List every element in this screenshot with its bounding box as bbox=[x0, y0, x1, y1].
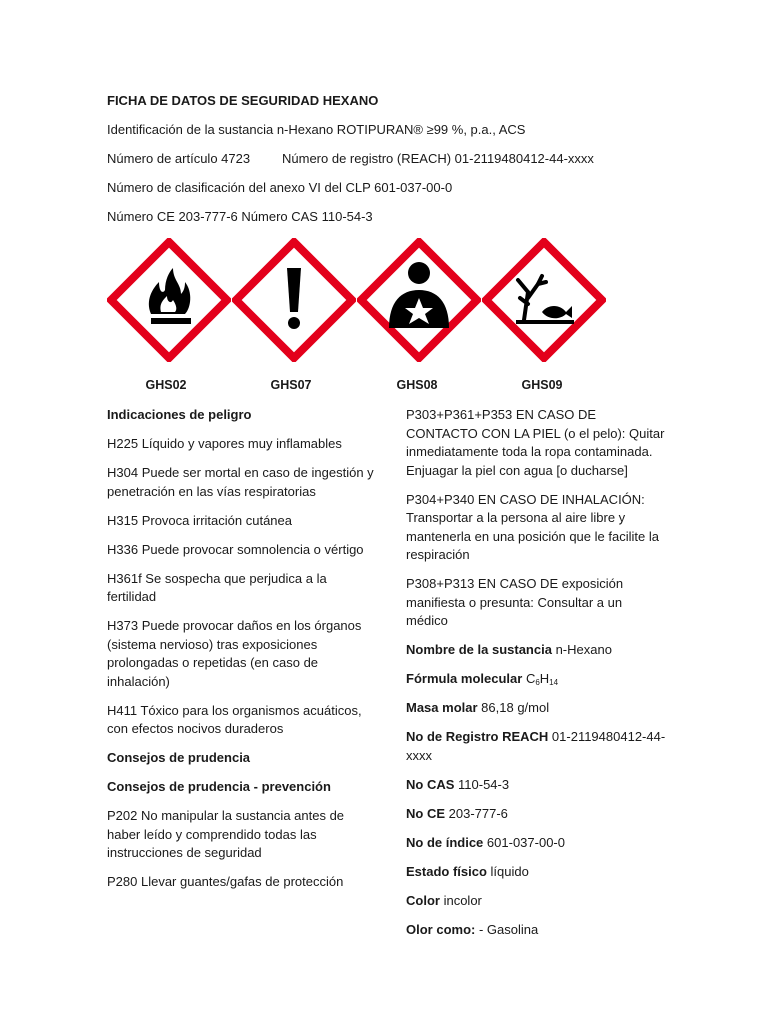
identification-line: Identificación de la sustancia n-Hexano ROTIPURAN® ≥99 %, p.a., ACS bbox=[107, 122, 526, 137]
pictogram-code: GHS08 bbox=[396, 378, 438, 392]
ce-cas-line: Número CE 203-777-6 Número CAS 110-54-3 bbox=[107, 209, 373, 224]
pictogram-code: GHS02 bbox=[145, 378, 187, 392]
hazard-statement: H411 Tóxico para los organismos acuáticos, con efectos nocivos duraderos bbox=[107, 702, 362, 736]
property-label: No de índice bbox=[406, 834, 484, 850]
property-label: Color bbox=[406, 892, 440, 908]
environment-icon bbox=[482, 238, 606, 362]
exclamation-icon bbox=[232, 238, 356, 362]
property-color bbox=[406, 892, 666, 911]
document-title: FICHA DE DATOS DE SEGURIDAD HEXANO bbox=[107, 93, 379, 108]
property-label: Masa molar bbox=[406, 700, 478, 715]
hazard-statement: H336 Puede provocar somnolencia o vértigo bbox=[107, 541, 364, 557]
hazard-statement: H361f Se sospecha que perjudica a la fertilidad bbox=[107, 570, 327, 604]
hazard-statement: H225 Líquido y vapores muy inflamables bbox=[107, 436, 342, 451]
response-statement: P303+P361+P353 EN CASO DE CONTACTO CON LA PIEL (o el pelo): Quitar inmediatamente toda la ropa contaminada. Enjuagar la piel con agua [o ducharse] bbox=[406, 407, 665, 478]
ghs-pictograms bbox=[107, 238, 607, 368]
property-odor bbox=[406, 921, 666, 940]
hazard-heading: Indicaciones de peligro bbox=[107, 407, 252, 422]
property-reach bbox=[406, 728, 666, 765]
hazard-statement: H304 Puede ser mortal en caso de ingestión y penetración en las vías respiratorias bbox=[107, 465, 374, 499]
property-cas bbox=[406, 776, 666, 795]
health-hazard-icon bbox=[357, 238, 481, 362]
property-value: n-Hexano bbox=[555, 642, 612, 657]
registration-number: Número de registro (REACH) 01-2119480412-44-xxxx bbox=[282, 151, 594, 166]
property-index bbox=[406, 834, 666, 853]
article-number: Número de artículo 4723 bbox=[107, 151, 251, 166]
property-value: $C_6H_{14}$ bbox=[525, 671, 559, 687]
property-value: 601-037-00-0 bbox=[486, 834, 565, 850]
annex-classification: Número de clasificación del anexo VI del CLP 601-037-00-0 bbox=[107, 180, 453, 195]
property-formula bbox=[406, 670, 666, 689]
property-value: - Gasolina bbox=[478, 921, 539, 937]
prudence-heading: Consejos de prudencia bbox=[107, 750, 251, 765]
property-molar-mass bbox=[406, 699, 666, 718]
property-ce bbox=[406, 805, 666, 824]
property-label: No CAS bbox=[406, 776, 455, 792]
prevention-statement: P202 No manipular la sustancia antes de haber leído y comprendido todas las instrucciones de seguridad bbox=[107, 808, 345, 860]
property-value: líquido bbox=[490, 863, 529, 879]
hazard-column bbox=[107, 406, 375, 902]
prevention-statement: P280 Llevar guantes/gafas de protección bbox=[107, 874, 344, 889]
property-name bbox=[406, 641, 666, 660]
property-label: Olor como: bbox=[406, 921, 476, 937]
property-label: No de Registro REACH bbox=[406, 729, 549, 744]
response-statement: P308+P313 EN CASO DE exposición manifiesta o presunta: Consultar a un médico bbox=[406, 576, 624, 628]
response-column bbox=[406, 406, 666, 950]
property-value: incolor bbox=[443, 892, 482, 908]
property-value: 01-2119480412-44-xxxx bbox=[406, 729, 666, 763]
flame-icon bbox=[107, 238, 231, 362]
property-state bbox=[406, 863, 666, 882]
hazard-statement: H373 Puede provocar daños en los órganos (sistema nervioso) tras exposiciones prolongadas o repetidas (en caso de inhalación) bbox=[107, 618, 362, 689]
property-label: Fórmula molecular bbox=[406, 671, 523, 686]
property-label: No CE bbox=[406, 805, 445, 821]
property-label: Estado físico bbox=[406, 863, 487, 879]
property-value: 203-777-6 bbox=[448, 805, 508, 821]
prevention-heading: Consejos de prudencia - prevención bbox=[107, 779, 331, 794]
hazard-statement: H315 Provoca irritación cutánea bbox=[107, 512, 292, 528]
property-value: 110-54-3 bbox=[458, 776, 510, 792]
pictogram-code: GHS07 bbox=[270, 378, 312, 392]
pictogram-code: GHS09 bbox=[521, 378, 563, 392]
response-statement: P304+P340 EN CASO DE INHALACIÓN: Transportar a la persona al aire libre y mantenerla en una posición que le facilite la respiración bbox=[406, 491, 659, 562]
property-label: Nombre de la sustancia bbox=[406, 642, 552, 657]
property-value: 86,18 g/mol bbox=[481, 700, 550, 715]
